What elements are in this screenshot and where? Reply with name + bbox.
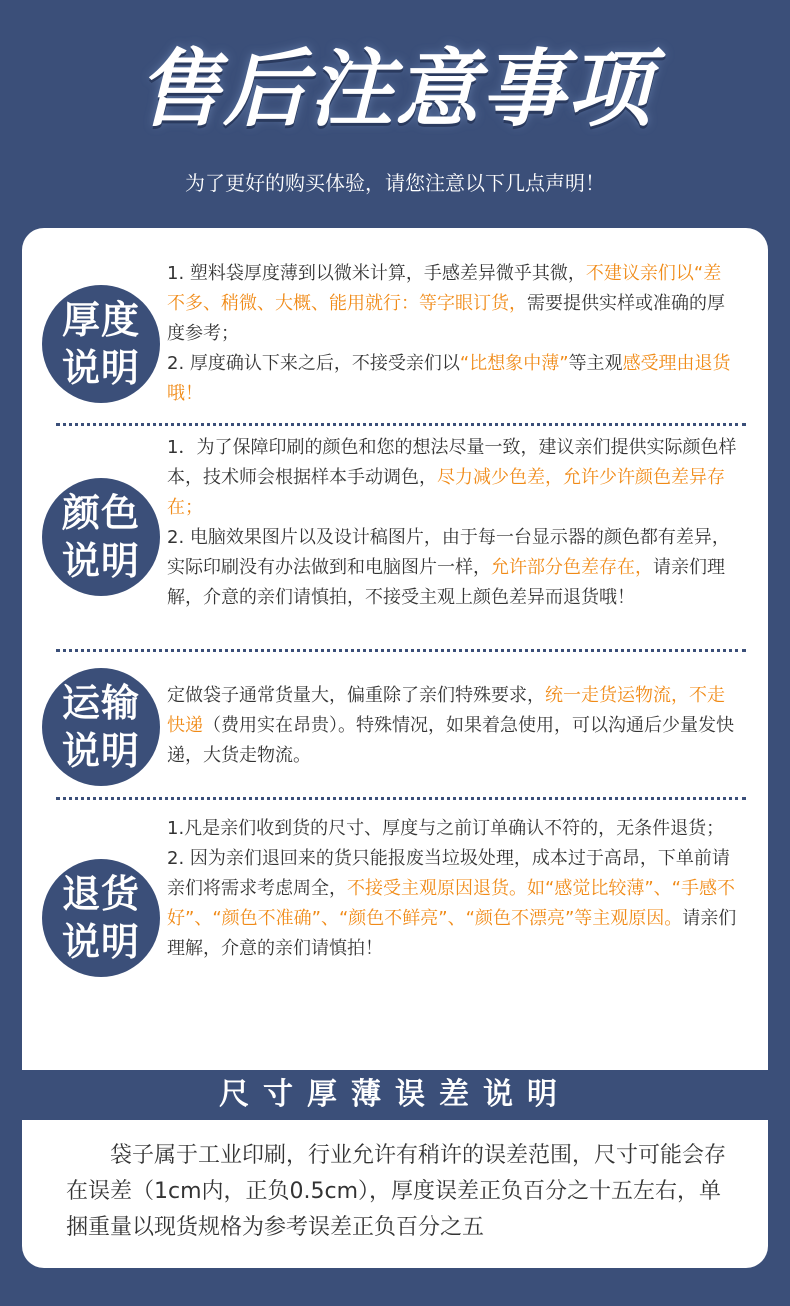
section-text xyxy=(167,681,739,771)
highlight-text: 尽力减少色差，允许少许颜色差异存在； xyxy=(167,467,725,518)
badge-line: 运输 xyxy=(61,681,140,725)
section-text xyxy=(167,814,739,964)
body-text: 请亲们理解，介意的亲们请慎拍！ xyxy=(167,908,737,959)
badge-line: 厚度 xyxy=(61,298,140,342)
badge-line: 说明 xyxy=(61,729,140,773)
highlight-text: 允许部分色差存在， xyxy=(491,557,653,578)
dotted-divider xyxy=(56,797,746,800)
page-title: 售后注意事项 xyxy=(136,40,653,138)
dotted-divider xyxy=(56,423,746,426)
body-text: 2. 厚度确认下来之后，不接受亲们以 xyxy=(167,353,460,374)
badge-line: 退货 xyxy=(61,872,140,916)
size-error-body: 袋子属于工业印刷，行业允许有稍许的误差范围，尺寸可能会存在误差（1cm内，正负0.5cm），厚度误差正负百分之十五左右，单捆重量以现货规格为参考误差正负百分之五 xyxy=(66,1143,727,1240)
badge-line: 说明 xyxy=(61,346,140,390)
highlight-text: 不接受主观原因退货。如“感觉比较薄”、“手感不好”、“颜色不准确”、“颜色不鲜亮”、“颜色不漂亮”等主观原因。 xyxy=(167,878,735,929)
dotted-divider xyxy=(56,649,746,652)
badge-line: 说明 xyxy=(61,539,140,583)
badge-returns xyxy=(42,859,160,977)
body-text: 1.凡是亲们收到货的尺寸、厚度与之前订单确认不符的，无条件退货； xyxy=(167,818,725,839)
highlight-text: 统一走货运物流，不走快递 xyxy=(167,685,725,736)
body-text: 1. 塑料袋厚度薄到以微米计算，手感差异微乎其微， xyxy=(167,263,586,284)
body-text: 2. 电脑效果图片以及设计稿图片，由于每一台显示器的颜色都有差异，实际印刷没有办法做到和电脑图片一样， xyxy=(167,527,730,578)
body-text: （费用实在昂贵）。特殊情况，如果着急使用，可以沟通后少量发快递，大货走物流。 xyxy=(167,715,734,766)
body-text: 需要提供实样或准确的厚度参考； xyxy=(167,293,725,344)
notice-card xyxy=(22,228,768,1268)
size-error-heading: 尺寸厚薄误差说明 xyxy=(22,1070,768,1120)
badge-shipping xyxy=(42,668,160,786)
body-text: 请亲们理解，介意的亲们请慎拍，不接受主观上颜色差异而退货哦！ xyxy=(167,557,725,608)
section-text xyxy=(167,433,739,613)
highlight-text: 感受理由退货哦！ xyxy=(167,353,731,404)
badge-line: 说明 xyxy=(61,920,140,964)
badge-thickness xyxy=(42,285,160,403)
page-subtitle: 为了更好的购买体验，请您注意以下几点声明！ xyxy=(185,171,605,195)
section-text xyxy=(167,259,739,409)
badge-line: 颜色 xyxy=(61,491,140,535)
body-text: 1．为了保障印刷的颜色和您的想法尽量一致，建议亲们提供实际颜色样本，技术师会根据样本手动调色， xyxy=(167,437,737,488)
highlight-text: 不建议亲们以“差不多、稍微、大概、能用就行：等字眼订货， xyxy=(167,263,722,314)
badge-color xyxy=(42,478,160,596)
body-text: 定做袋子通常货量大，偏重除了亲们特殊要求， xyxy=(167,685,545,706)
body-text: 等主观 xyxy=(568,353,623,374)
highlight-text: “比想象中薄” xyxy=(459,353,569,374)
body-text: 2. 因为亲们退回来的货只能报废当垃圾处理，成本过于高昂，下单前请亲们将需求考虑周全， xyxy=(167,848,730,899)
